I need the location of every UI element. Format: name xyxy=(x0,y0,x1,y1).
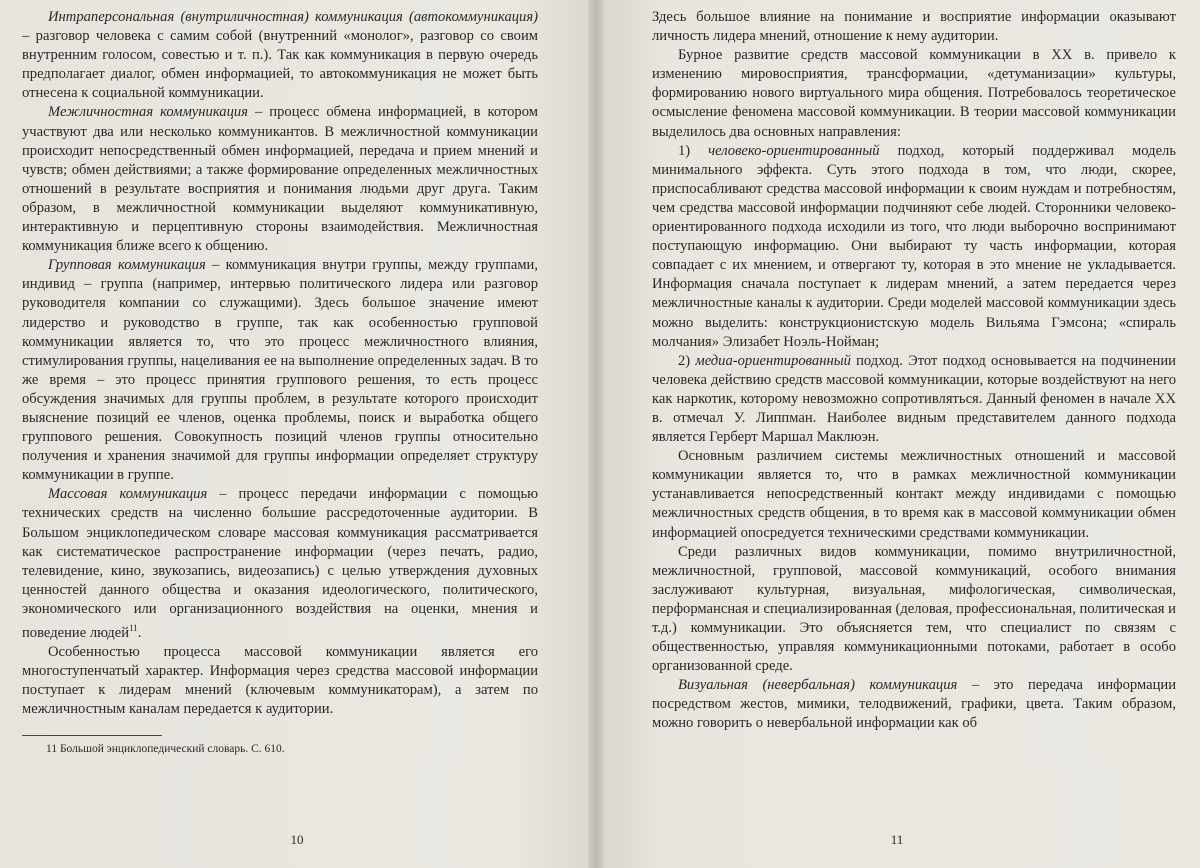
right-page xyxy=(594,0,1200,868)
paragraph-main-difference: Основным различием системы межличностных отношений и массовой коммуникации является то, что в рамках межличностной коммуникации устанавливается непосредственный контакт между индивидами с помощью межличностных средств общения, в то время как в массовой коммуникации обмен информацией опосредуется техническими средствами коммуникации. xyxy=(652,448,1176,541)
term-mass: Массовая коммуникация xyxy=(48,486,208,503)
paragraph-intrapersonal: Интраперсональная (внутриличностная) коммуникация (автокоммуникация) – разговор человека с самим собой (внутренний «монолог», разговор со своим внутренним голосом, совестью и т. п.). Так как коммуникация в первую очередь предполагает диалог, обмен информацией, то автокоммуникация не может быть отнесена к социальной коммуникации. xyxy=(22,9,538,102)
paragraph-continuation: Здесь большое влияние на понимание и восприятие информации оказывают личность лидера мнений, отношение к нему аудитории. xyxy=(652,9,1176,45)
footnote-divider xyxy=(22,735,162,736)
footnote: 11 Большой энциклопедический словарь. С. 610. xyxy=(46,743,285,756)
term-interpersonal: Межличностная коммуникация xyxy=(48,104,248,121)
page-number-right: 11 xyxy=(890,832,904,847)
book-gutter xyxy=(588,0,604,868)
term-group: Групповая коммуникация xyxy=(48,257,206,274)
paragraph-interpersonal: Межличностная коммуникация – процесс обмена информацией, в котором участвуют два или несколько коммуникантов. В межличностной коммуникации происходит непосредственный обмен информацией, передача и прием мнений и чувств; обмен действиями; а также формирование определенных межличностных отношений в результате восприятия и понимания людьми друг друга. Таким образом, в межличностной коммуникации выделяют коммуникативную, интерактивную и перцептивную стороны взаимодействия. Межличностная коммуникация ближе всего к общению. xyxy=(22,104,538,255)
paragraph-communication-types: Среди различных видов коммуникации, помимо внутриличностной, межличностной, групповой, массовой коммуникаций, особого внимания заслуживают культурная, визуальная, мифологическая, символическая, перформансная и специализированная (деловая, профессиональная, политическая и т.д.) коммуникации. Это объясняется тем, что специалист по связям с общественностью, управляя коммуникационными потоками, работает в особо организованной среде. xyxy=(652,543,1176,675)
paragraph-visual: Визуальная (невербальная) коммуникация – это передача информации посредством жестов, мимики, телодвижений, графики, цвета. Таким образом, можно говорить о невербальной информации как об xyxy=(652,677,1177,732)
left-page xyxy=(0,0,594,868)
paragraph-mass-feature: Особенностью процесса массовой коммуникации является его многоступенчатый характер. Информация через средства массовой информации поступает к лидерам мнений (ключевым коммуникаторам), а затем по межличностным каналам передается к аудитории. xyxy=(22,643,538,718)
term-human-oriented: человеко-ориентированный xyxy=(708,142,880,159)
term-visual: Визуальная (невербальная) коммуникация xyxy=(678,677,958,694)
term-intrapersonal: Интраперсональная (внутриличностная) коммуникация (автокоммуникация) xyxy=(48,9,538,25)
paragraph-mass: Массовая коммуникация – процесс передачи информации с помощью технических средств на численно большие рассредоточенные аудитории. В Большом энциклопедическом словаре массовая коммуникация рассматривается как систематическое распространение информации (через печать, радио, телевидение, кино, звукозапись, видеозапись) с целью утверждения духовных ценностей данного общества и оказания идеологического, политического, экономического или организационного воздействия на оценки, мнения и поведение людей$^{11}$. xyxy=(22,486,538,641)
paragraph-human-oriented: 1) человеко-ориентированный подход, который поддерживал модель минимального эффекта. Суть этого подхода в том, что люди, скорее, приспосабливают средства массовой информации к своим нуждам и потребностям, чем средства массовой информации подчиняют себе людей. Сторонники человеко-ориентированного подхода исходили из того, что люди выборочно воспринимают поступающую информацию. Они выбирают ту часть информации, которая совпадает с их мнением, и отвергают ту, которая в это мнение не укладывается. Информация сначала поступает к лидерам мнений, а затем передается через межличностные каналы к аудитории. Среди моделей массовой коммуникации здесь можно выделить: конструкционистскую модель Вильяма Гэмсона; «спираль молчания» Элизабет Ноэль-Нойман; xyxy=(652,142,1176,350)
paragraph-group: Групповая коммуникация – коммуникация внутри группы, между группами, индивид – группа (например, интервью политического лидера или разговор руководителя компании со служащими). Здесь большое значение имеют лидерство и руководство в группе, так как особенностью групповой коммуникации является то, что это процесс межличностного влияния, стимулирования группы, нацеливания ее на выполнение определенных задач. В то же время – это процесс принятия группового решения, то есть процесс обсуждения значимых для группы проблем, в результате которого происходит выяснение позиций ее членов, оценка проблемы, поиск и выработка общего группового решения. Совокупность позиций членов группы относительно получения и хранения значимой для группы информации определяет структуру коммуникации в группе. xyxy=(22,257,539,484)
term-media-oriented: медиа-ориентированный xyxy=(695,352,851,369)
footnote-ref: 11 xyxy=(129,623,138,633)
paragraph-media-oriented: 2) медиа-ориентированный подход. Этот подход основывается на подчинении человека действию средств массовой коммуникации, которые воздействуют на него как наркотик, которому невозможно сопротивляться. Данный феномен в начале XX в. отмечал У. Липпман. Наиболее видным представителем данного подхода является Герберт Маршал Маклюэн. xyxy=(652,352,1176,446)
paragraph-mass-development: Бурное развитие средств массовой коммуникации в XX в. привело к изменению мировосприятия, трансформации, «детуманизации» культуры, формированию нового виртуального мира общения. Потребовалось теоретическое осмысление феномена массовой коммуникации. В теории массовой коммуникации выделилось два основных направления: xyxy=(652,47,1176,140)
page-number-left: 10 xyxy=(290,832,304,847)
